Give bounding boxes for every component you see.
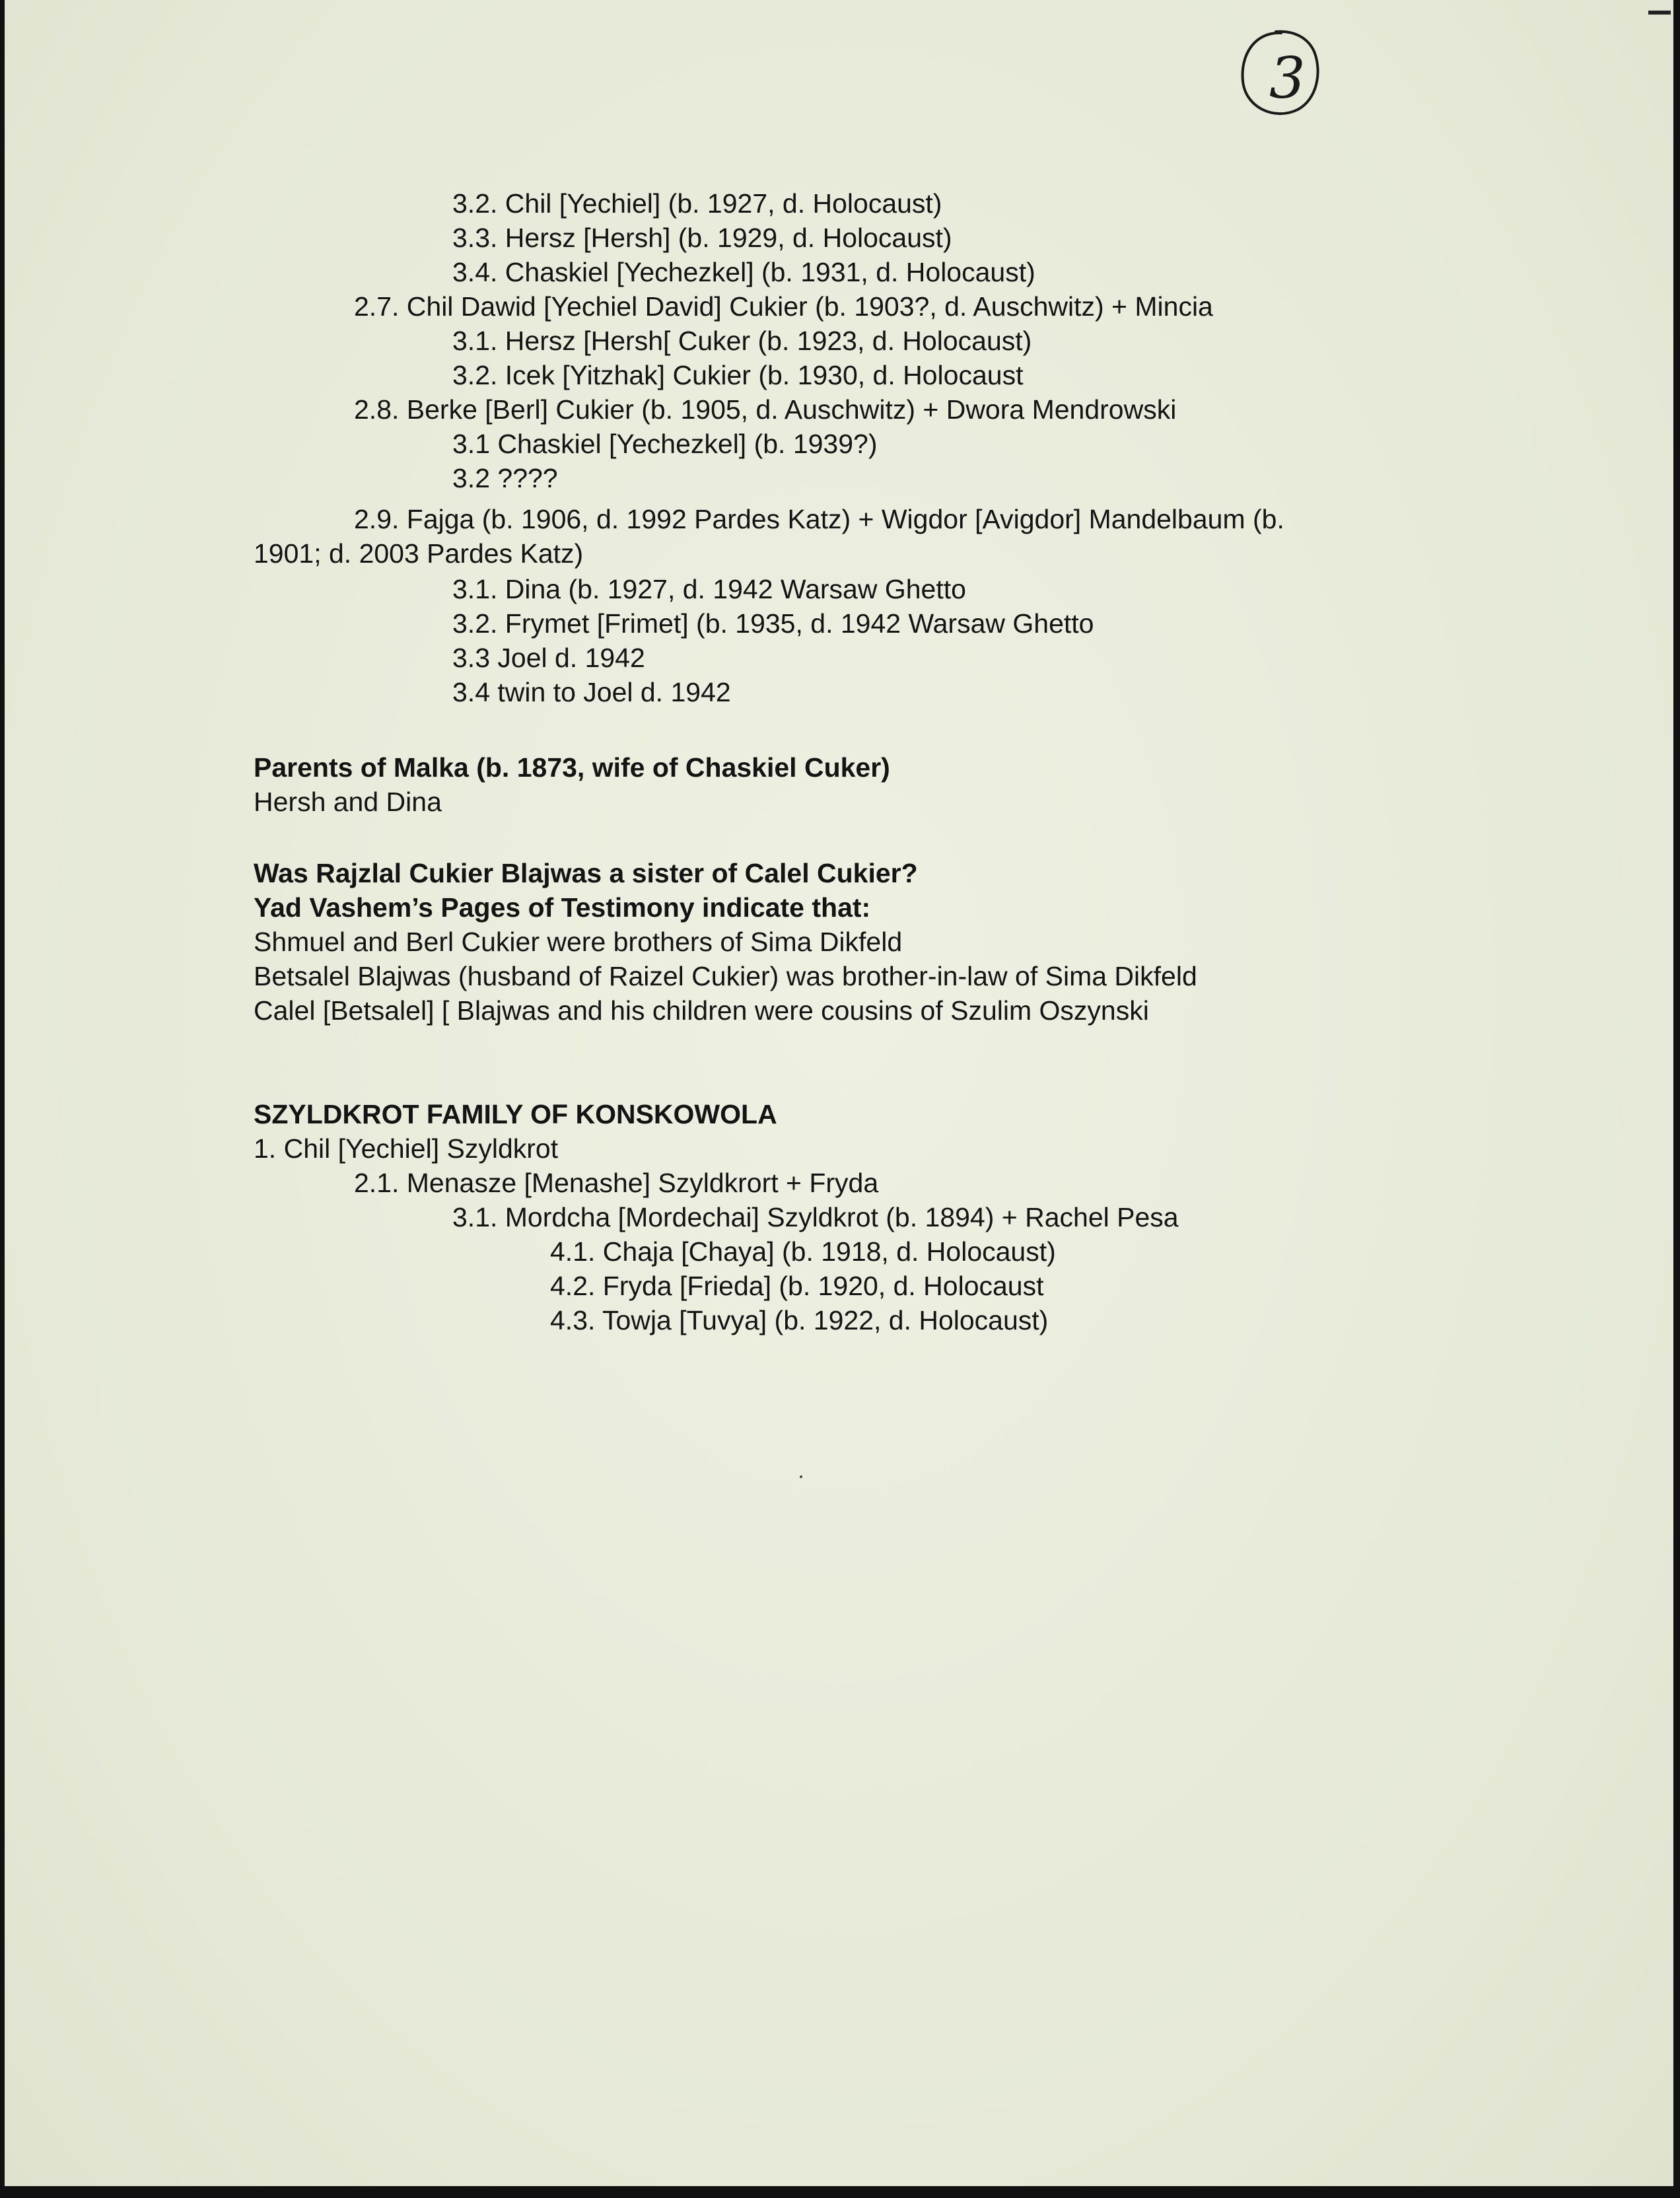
tree-line: 3.2. Chil [Yechiel] (b. 1927, d. Holocaust)	[452, 188, 942, 219]
szyldkrot-heading: SZYLDKROT FAMILY OF KONSKOWOLA	[254, 1099, 777, 1129]
handwritten-page-number	[1235, 25, 1327, 124]
tree-line: 2.7. Chil Dawid [Yechiel David] Cukier (b. 1903?, d. Auschwitz) + Mincia	[354, 291, 1213, 322]
tree-line: 2.9. Fajga (b. 1906, d. 1992 Pardes Katz) + Wigdor [Avigdor] Mandelbaum (b.	[354, 504, 1284, 534]
tree-line: 3.2. Icek [Yitzhak] Cukier (b. 1930, d. Holocaust	[452, 360, 1024, 390]
tree-line: 1901; d. 2003 Pardes Katz)	[254, 538, 584, 569]
szyldkrot-line: 4.3. Towja [Tuvya] (b. 1922, d. Holocaust)	[550, 1305, 1049, 1335]
scan-edge-bottom	[0, 2186, 1680, 2198]
szyldkrot-line: 4.1. Chaja [Chaya] (b. 1918, d. Holocaust)	[550, 1236, 1056, 1267]
tree-line: 3.4 twin to Joel d. 1942	[452, 677, 731, 707]
szyldkrot-line: 2.1. Menasze [Menashe] Szyldkrort + Fryda	[354, 1168, 879, 1198]
scan-corner-mark	[1648, 11, 1671, 15]
tree-line: 3.2. Frymet [Frimet] (b. 1935, d. 1942 Warsaw Ghetto	[452, 608, 1094, 639]
parents-heading: Parents of Malka (b. 1873, wife of Chaskiel Cuker)	[254, 752, 890, 783]
szyldkrot-line: 1. Chil [Yechiel] Szyldkrot	[254, 1133, 559, 1164]
tree-line: 2.8. Berke [Berl] Cukier (b. 1905, d. Auschwitz) + Dwora Mendrowski	[354, 394, 1177, 425]
tree-line: 3.3 Joel d. 1942	[452, 643, 645, 673]
szyldkrot-line: 3.1. Mordcha [Mordechai] Szyldkrot (b. 1894) + Rachel Pesa	[452, 1202, 1179, 1232]
page-number-text: 3	[1269, 46, 1306, 112]
scan-edge-left	[0, 0, 5, 2198]
tree-line: 3.3. Hersz [Hersh] (b. 1929, d. Holocaust)	[452, 223, 952, 253]
scan-edge-right	[1673, 0, 1680, 2198]
testimony-line: Betsalel Blajwas (husband of Raizel Cukier) was brother-in-law of Sima Dikfeld	[254, 961, 1197, 991]
parents-text: Hersh and Dina	[254, 787, 442, 817]
tree-line: 3.1 Chaskiel [Yechezkel] (b. 1939?)	[452, 429, 878, 459]
tree-line: 3.1. Hersz [Hersh[ Cuker (b. 1923, d. Holocaust)	[452, 326, 1032, 356]
testimony-line: Calel [Betsalel] [ Blajwas and his children were cousins of Szulim Oszynski	[254, 995, 1149, 1026]
tree-line: 3.2 ????	[452, 463, 558, 493]
testimony-heading: Yad Vashem’s Pages of Testimony indicate that:	[254, 892, 871, 923]
szyldkrot-line: 4.2. Fryda [Frieda] (b. 1920, d. Holocaust	[550, 1271, 1044, 1301]
tree-line: 3.1. Dina (b. 1927, d. 1942 Warsaw Ghetto	[452, 574, 966, 604]
testimony-line: Shmuel and Berl Cukier were brothers of Sima Dikfeld	[254, 927, 903, 957]
circled-number-icon	[1235, 25, 1327, 124]
question-heading: Was Rajzlal Cukier Blajwas a sister of Calel Cukier?	[254, 858, 918, 888]
tree-line: 3.4. Chaskiel [Yechezkel] (b. 1931, d. Holocaust)	[452, 257, 1035, 287]
scan-speck	[800, 1475, 802, 1478]
